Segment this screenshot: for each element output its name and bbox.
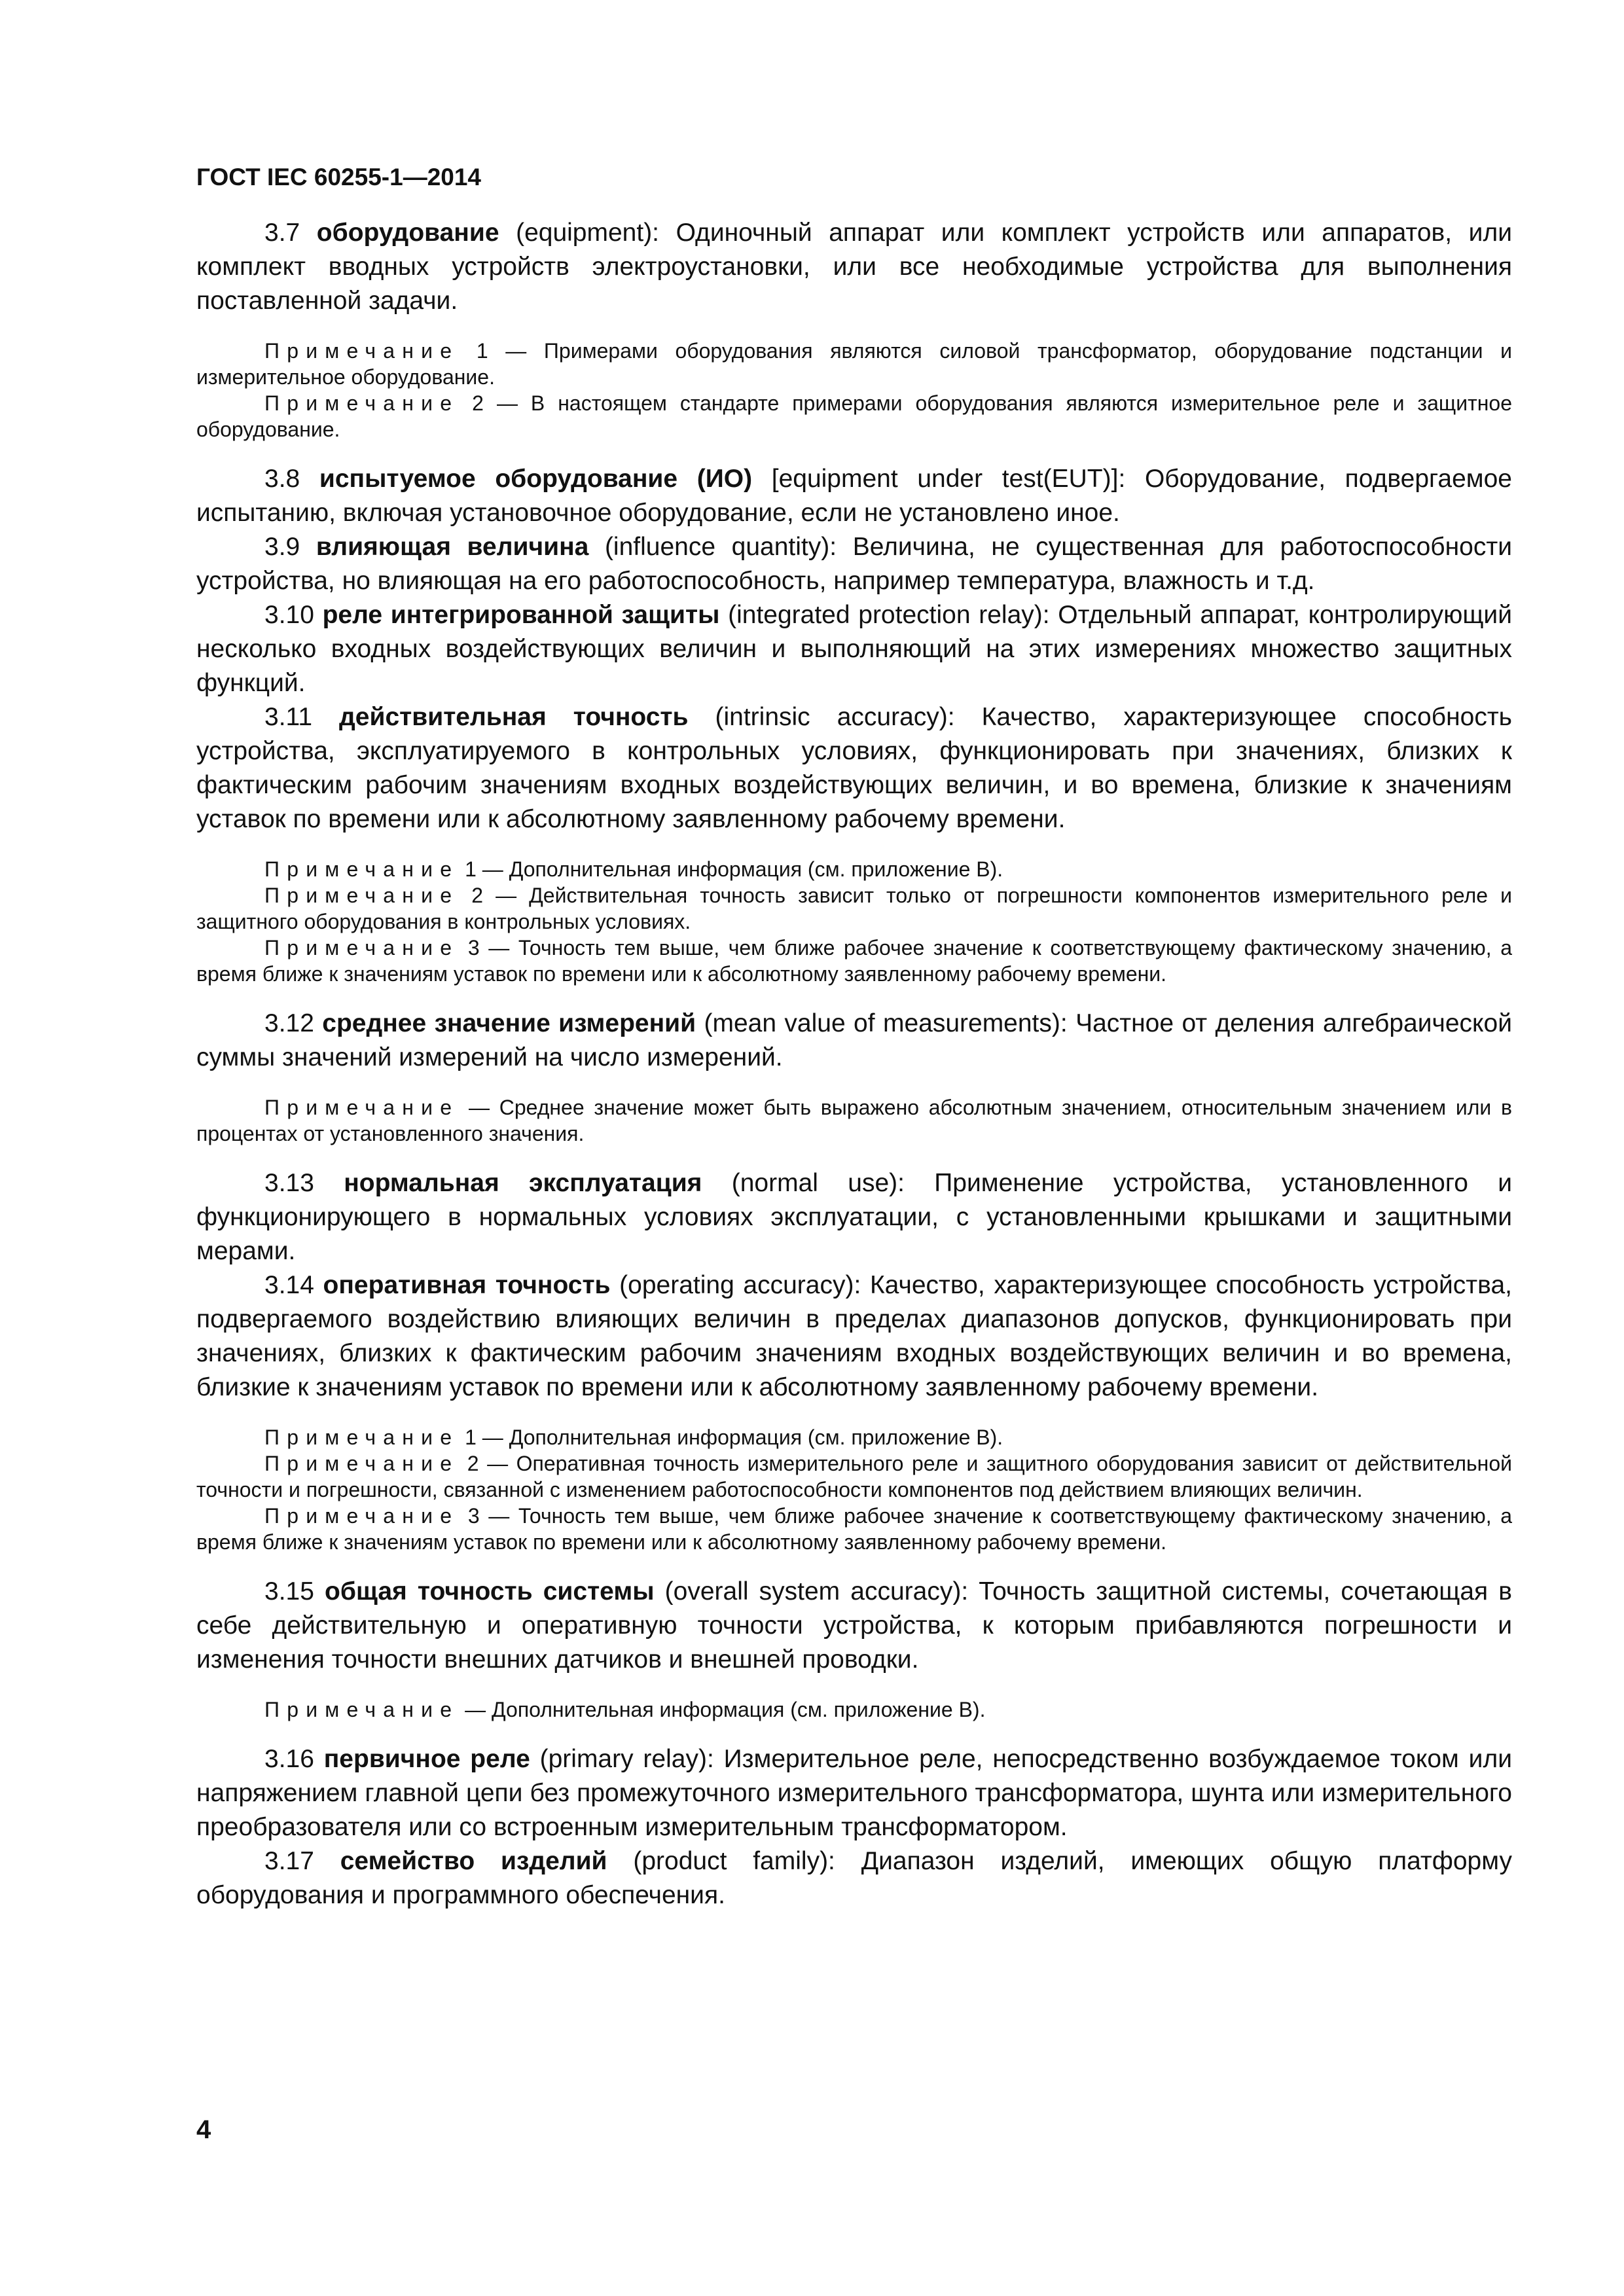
document-page [196,164,1512,1912]
term-definition [196,700,1512,836]
note-text: 2 — Оперативная точность измерительного реле и защитного оборудования зависит от действительной точности и погрешности, связанной с изменением работоспособности компонентов под действием влияющих величин. [196,1452,1512,1501]
term-name: оперативная точность [323,1271,611,1299]
note-text: 3 — Точность тем выше, чем ближе рабочее значение к соответствующему фактическому значению, а время ближе к значениям уставок по времени или к абсолютному заявленному рабочему времени. [196,1504,1512,1554]
notes-group [196,1696,1512,1723]
note [196,1094,1512,1147]
note-text: — Среднее значение может быть выражено абсолютным значением, относительным значением или в процентах от установленного значения. [196,1096,1512,1145]
term-text: (mean value of measurements): Частное от деления алгебраической суммы значений измерений на число измерений. [196,1009,1512,1071]
term-name: оборудование [316,219,499,247]
note-label: Примечание [264,1698,460,1721]
term-definition [196,1844,1512,1912]
term-definition [196,1166,1512,1268]
term-name: действительная точность [339,703,689,731]
term-name: нормальная эксплуатация [344,1169,702,1197]
note-text: 3 — Точность тем выше, чем ближе рабочее значение к соответствующему фактическому значению, а время ближе к значениям уставок по времени или к абсолютному заявленному рабочему времени. [196,936,1512,986]
term-name: среднее значение измерений [322,1009,696,1037]
note-text: — Дополнительная информация (см. приложение В). [459,1698,986,1721]
document-body [196,216,1512,1912]
document-header: ГОСТ IEC 60255-1—2014 [196,164,482,190]
note [196,935,1512,987]
term-name: первичное реле [323,1745,530,1773]
term-name: общая точность системы [325,1577,655,1605]
note-label: Примечание [264,339,460,363]
note [196,1450,1512,1503]
term-number: 3.8 [264,465,300,493]
term-name: испытуемое оборудование (ИО) [319,465,753,493]
note-text: 2 — В настоящем стандарте примерами оборудования являются измерительное реле и защитное оборудование. [196,391,1512,441]
term-name: семейство изделий [340,1847,607,1875]
note-text: 2 — Действительная точность зависит только от погрешности компонентов измерительного реле и защитного оборудования в контрольных условиях. [196,884,1512,933]
notes-group [196,856,1512,987]
notes-group [196,1094,1512,1147]
term-text: (normal use): Применение устройства, установленного и функционирующего в нормальных условиях эксплуатации, с установленными крышками и защитными мерами. [196,1169,1513,1265]
term-text: (product family): Диапазон изделий, имеющих общую платформу оборудования и программного обеспечения. [196,1847,1512,1909]
term-definition [196,1742,1512,1844]
note-label: Примечание [264,884,460,907]
note-label: Примечание [264,1452,460,1475]
term-definition [196,216,1512,318]
term-number: 3.11 [264,703,313,731]
term-text: (intrinsic accuracy): Качество, характеризующее способность устройства, эксплуатируемого в контрольных условиях, функционировать при значениях, близких к фактическим рабочим значениям входных воздействующих величин, и во времена, близкие к значениям уставок по времени или к абсолютному заявленному рабочему времени. [196,703,1512,833]
term-name: реле интегрированной защиты [322,601,720,629]
term-definition [196,530,1512,598]
term-text: (operating accuracy): Качество, характеризующее способность устройства, подвергаемого воздействию влияющих величин в пределах диапазонов допусков, функционировать при значениях, близких к фактическим рабочим значениям входных воздействующих величин и во времена, близкие к значениям уставок по времени или к абсолютному заявленному рабочему времени. [196,1271,1512,1401]
notes-group [196,338,1512,442]
term-number: 3.14 [264,1271,314,1299]
note-label: Примечание [264,1504,460,1528]
term-text: (overall system accuracy): Точность защитной системы, сочетающая в себе действительную и оперативную точности устройства, к которым прибавляются погрешности и изменения точности внешних датчиков и внешней проводки. [196,1577,1512,1674]
note [196,338,1512,390]
term-definition [196,462,1512,530]
term-number: 3.13 [264,1169,314,1197]
term-number: 3.10 [264,601,314,629]
term-definition [196,1268,1512,1405]
page-number: 4 [196,2115,211,2144]
note-text: 1 — Дополнительная информация (см. приложение В). [459,1426,1003,1449]
note-text: 1 — Дополнительная информация (см. приложение В). [459,857,1003,881]
term-definition [196,1575,1512,1677]
term-number: 3.17 [264,1847,314,1875]
term-number: 3.7 [264,219,300,247]
note-label: Примечание [264,1096,460,1119]
note-label: Примечание [264,857,460,881]
term-text: [equipment under test(EUT)]: Оборудование, подвергаемое испытанию, включая установочное оборудование, если не установлено иное. [196,465,1512,527]
term-number: 3.15 [264,1577,314,1605]
term-definition [196,1007,1512,1075]
note-label: Примечание [264,391,460,415]
note-label: Примечание [264,936,460,960]
term-number: 3.16 [264,1745,314,1773]
note [196,882,1512,935]
note [196,1424,1512,1450]
notes-group [196,1424,1512,1555]
term-number: 3.9 [264,533,300,561]
note-text: 1 — Примерами оборудования являются силовой трансформатор, оборудование подстанции и измерительное оборудование. [196,339,1512,389]
term-number: 3.12 [264,1009,314,1037]
note [196,390,1512,442]
term-definition [196,598,1512,700]
term-text: (equipment): Одиночный аппарат или комплект устройств или аппаратов, или комплект вводных устройств электроустановки, или все необходимые устройства для выполнения поставленной задачи. [196,219,1512,315]
note-label: Примечание [264,1426,460,1449]
term-text: (influence quantity): Величина, не существенная для работоспособности устройства, но влияющая на его работоспособность, например температура, влажность и т.д. [196,533,1512,595]
term-text: (primary relay): Измерительное реле, непосредственно возбуждаемое током или напряжением главной цепи без промежуточного измерительного трансформатора, шунта или измерительного преобразователя или со встроенным измерительным трансформатором. [196,1745,1513,1841]
note [196,1503,1512,1555]
term-name: влияющая величина [316,533,589,561]
note [196,856,1512,882]
term-text: (integrated protection relay): Отдельный аппарат, контролирующий несколько входных воздействующих величин и выполняющий на этих измерениях множество защитных функций. [196,601,1512,697]
note [196,1696,1512,1723]
